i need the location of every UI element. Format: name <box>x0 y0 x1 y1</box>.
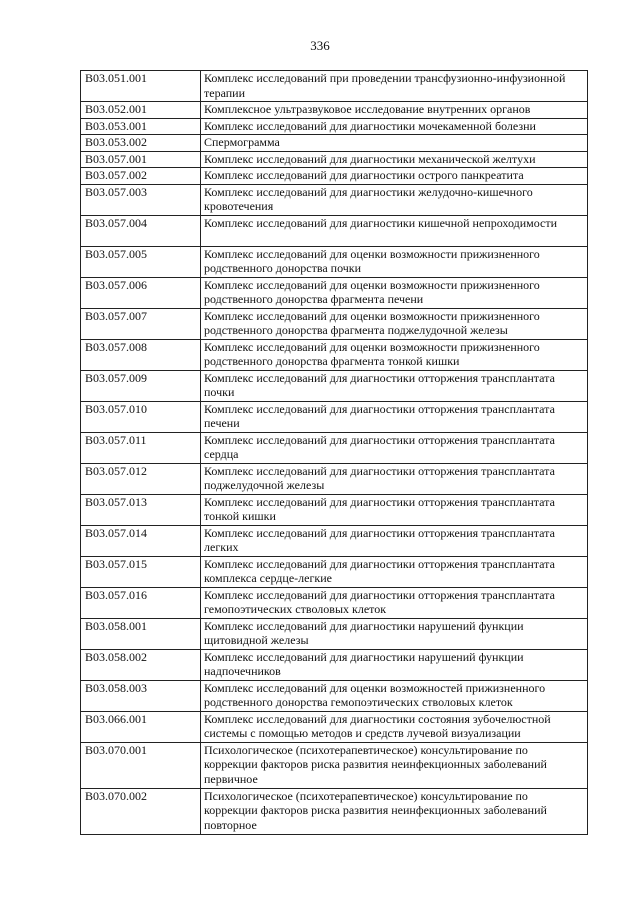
service-name-cell: Спермограмма <box>201 135 588 152</box>
service-code-cell: B03.057.009 <box>81 370 201 401</box>
service-name-cell: Комплекс исследований для диагностики желудочно-кишечного кровотечения <box>201 184 588 215</box>
table-row <box>81 618 588 649</box>
service-code-cell: B03.057.015 <box>81 556 201 587</box>
table-row <box>81 215 588 246</box>
service-code-cell: B03.052.001 <box>81 102 201 119</box>
table-row <box>81 184 588 215</box>
service-name-cell: Комплекс исследований для диагностики состояния зубочелюстной системы с помощью методов и средств лучевой визуализации <box>201 711 588 742</box>
table-row <box>81 102 588 119</box>
service-code-cell: B03.070.001 <box>81 742 201 788</box>
service-name-cell: Комплекс исследований для диагностики отторжения трансплантата гемопоэтических стволовых клеток <box>201 587 588 618</box>
service-name-cell: Комплекс исследований для диагностики отторжения трансплантата тонкой кишки <box>201 494 588 525</box>
service-name-cell: Комплекс исследований для диагностики отторжения трансплантата легких <box>201 525 588 556</box>
service-name-cell: Комплекс исследований для диагностики отторжения трансплантата печени <box>201 401 588 432</box>
service-code-cell: B03.057.001 <box>81 151 201 168</box>
table-row <box>81 525 588 556</box>
table-row <box>81 118 588 135</box>
service-code-cell: B03.057.006 <box>81 277 201 308</box>
service-name-cell: Комплекс исследований для диагностики отторжения трансплантата сердца <box>201 432 588 463</box>
service-code-cell: B03.057.002 <box>81 168 201 185</box>
service-name-cell: Комплекс исследований для оценки возможности прижизненного родственного донорства фрагмента поджелудочной железы <box>201 308 588 339</box>
table-row <box>81 71 588 102</box>
table-row <box>81 556 588 587</box>
service-code-cell: B03.057.003 <box>81 184 201 215</box>
table-row <box>81 742 588 788</box>
table-row <box>81 339 588 370</box>
service-name-cell: Психологическое (психотерапевтическое) консультирование по коррекции факторов риска развития неинфекционных заболеваний первичное <box>201 742 588 788</box>
service-code-cell: B03.057.013 <box>81 494 201 525</box>
table-row <box>81 246 588 277</box>
service-name-cell: Комплекс исследований для диагностики нарушений функции щитовидной железы <box>201 618 588 649</box>
table-row <box>81 308 588 339</box>
service-name-cell: Комплекс исследований для оценки возможности прижизненного родственного донорства почки <box>201 246 588 277</box>
service-name-cell: Комплекс исследований для оценки возможности прижизненного родственного донорства фрагмента тонкой кишки <box>201 339 588 370</box>
service-code-cell: B03.058.002 <box>81 649 201 680</box>
service-name-cell: Комплекс исследований для диагностики отторжения трансплантата поджелудочной железы <box>201 463 588 494</box>
table-row <box>81 277 588 308</box>
table-row <box>81 135 588 152</box>
service-name-cell: Комплекс исследований для диагностики острого панкреатита <box>201 168 588 185</box>
table-row <box>81 168 588 185</box>
service-code-cell: B03.057.014 <box>81 525 201 556</box>
service-code-cell: B03.066.001 <box>81 711 201 742</box>
table-row <box>81 494 588 525</box>
service-code-cell: B03.057.010 <box>81 401 201 432</box>
service-name-cell: Комплекс исследований для диагностики кишечной непроходимости <box>201 215 588 246</box>
table-row <box>81 432 588 463</box>
service-code-cell: B03.057.011 <box>81 432 201 463</box>
services-table-body <box>81 71 588 835</box>
table-row <box>81 788 588 834</box>
services-table <box>80 70 588 835</box>
service-name-cell: Комплексное ультразвуковое исследование внутренних органов <box>201 102 588 119</box>
page-number: 336 <box>310 38 330 53</box>
table-row <box>81 370 588 401</box>
service-name-cell: Комплекс исследований для диагностики механической желтухи <box>201 151 588 168</box>
service-name-cell: Комплекс исследований при проведении трансфузионно-инфузионной терапии <box>201 71 588 102</box>
table-row <box>81 649 588 680</box>
table-row <box>81 711 588 742</box>
service-code-cell: B03.053.001 <box>81 118 201 135</box>
service-name-cell: Комплекс исследований для диагностики мочекаменной болезни <box>201 118 588 135</box>
table-row <box>81 680 588 711</box>
service-name-cell: Комплекс исследований для оценки возможности прижизненного родственного донорства фрагмента печени <box>201 277 588 308</box>
table-row <box>81 587 588 618</box>
service-code-cell: B03.057.008 <box>81 339 201 370</box>
table-row <box>81 401 588 432</box>
service-code-cell: B03.057.007 <box>81 308 201 339</box>
service-name-cell: Комплекс исследований для диагностики отторжения трансплантата комплекса сердце-легкие <box>201 556 588 587</box>
service-code-cell: B03.057.005 <box>81 246 201 277</box>
service-name-cell: Психологическое (психотерапевтическое) консультирование по коррекции факторов риска развития неинфекционных заболеваний повторное <box>201 788 588 834</box>
table-row <box>81 151 588 168</box>
service-name-cell: Комплекс исследований для диагностики отторжения трансплантата почки <box>201 370 588 401</box>
service-code-cell: B03.057.012 <box>81 463 201 494</box>
service-code-cell: B03.057.004 <box>81 215 201 246</box>
table-row <box>81 463 588 494</box>
service-code-cell: B03.058.003 <box>81 680 201 711</box>
service-code-cell: B03.053.002 <box>81 135 201 152</box>
service-code-cell: B03.057.016 <box>81 587 201 618</box>
service-code-cell: B03.051.001 <box>81 71 201 102</box>
service-name-cell: Комплекс исследований для оценки возможностей прижизненного родственного донорства гемопоэтических стволовых клеток <box>201 680 588 711</box>
service-name-cell: Комплекс исследований для диагностики нарушений функции надпочечников <box>201 649 588 680</box>
service-code-cell: B03.058.001 <box>81 618 201 649</box>
service-code-cell: B03.070.002 <box>81 788 201 834</box>
